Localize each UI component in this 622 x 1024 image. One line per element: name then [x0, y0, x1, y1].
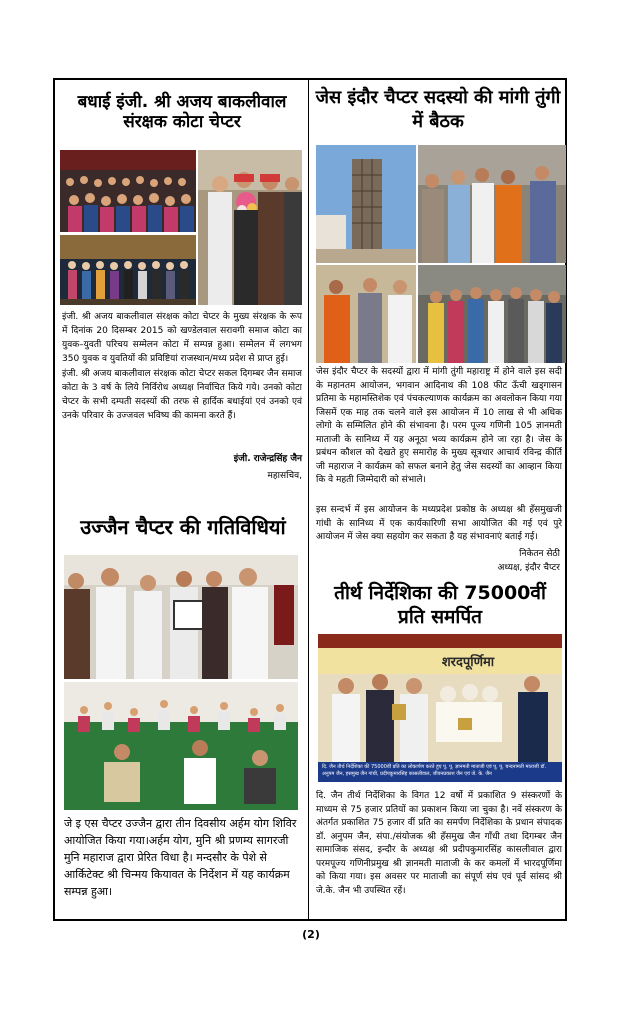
ujjain-article-body: जे इ एस चैप्टर उज्जैन द्वारा तीन दिवसीय अर्हम योग शिविर आयोजित किया गया।अर्हम योग, मुनि श्री प्रणम्य सागरजी मुनि महाराज द्वारा प्रेरित विधा है। मन्दसौर के पेशे से आर्किटेक्ट श्री चिन्मय कियावत के निर्देशन में यह कार्यक्रम सम्पन्न हुआ।: [64, 817, 297, 898]
column-divider: [308, 80, 309, 919]
kota-audience-photo: [60, 150, 196, 232]
ujjain-article-title: उज्जैन चैप्टर की गतिविधियां: [80, 515, 286, 539]
indore-article-title: जेस इंदौर चैप्टर सदस्यो की मांगी तुंगी में बैठक: [315, 87, 561, 133]
kota-signature-title: महासचिव,: [267, 471, 302, 481]
indore-members-photo1: [418, 145, 566, 263]
kota-signature-name: इंजी. राजेन्द्रसिंह जैन: [233, 454, 302, 464]
tirth-article-body: दि. जैन तीर्थ निर्देशिका के विगत 12 वर्षो में प्रकाशित 9 संस्करणों के माध्यम से 75 हजार प्रतियों का प्रकाशन किया जा चुका है। नवें संस्करण के अंतर्गत प्रकाशित 75 हजार वीं प्रति का समर्पण निर्देशिका के प्रधान संपादक डॉ. अनुपम जैन, संपा./संयोजक श्री हँसमुख जैन गाँधी तथा दिगम्बर जैन सामाजिक संसद, इन्दौर के अध्यक्ष श्री प्रदीपकुमारसिंह कासलीवाल द्वारा परमपूज्य गणिनीप्रमुख श्री ज्ञानमती माताजी के कर कमलों में भारदपूर्णिमा को किया गया। इस अवसर पर माताजी का संपूर्ण संघ एवं पूर्व सांसद श्री जे.के. जैन भी उपस्थित रहें।: [316, 791, 562, 896]
kota-felicitation-photo: [198, 150, 302, 305]
page-number: (2): [302, 928, 320, 941]
indore-signature-name: निकेतन सेठी: [519, 549, 560, 559]
kota-article-para2: इंजी. श्री अजय बाकलीवाल संरक्षक कोटा चेप्टर सकल दिगम्बर जैन समाज कोटा के 3 वर्ष के लिये निर्विरोध अध्यक्ष निर्वाचित किये गये। उनको कोटा चेप्टर के सभी दम्पती सदस्यों की तरफ से हार्दिक बधाईयां एवं उनको एवं उनके परिवार के उज्जवल भविष्य की कामना करते हैं।: [62, 369, 302, 421]
kota-stage-photo: [60, 235, 196, 305]
kota-article-title: बधाई इंजी. श्री अजय बाकलीवाल संरक्षक कोटा चेप्टर: [77, 92, 287, 133]
tirth-article-title: तीर्थ निर्देशिका की 75000वीं प्रति समर्पित: [334, 582, 546, 628]
indore-members-photo3: [418, 265, 566, 363]
kota-article-para1: इंजी. श्री अजय बाकलीवाल संरक्षक कोटा चेप्टर के मुख्य संरक्षक के रूप में दिनांक 20 दिसम्बर 2015 को खण्डेलवाल सरावगी समाज कोटा का युवक–युवती परिचय सम्मेलन कोटा में सम्पन्न हुआ। सम्मेलन में लगभग 350 युवक व युवतियों की प्रविष्टियां राजस्थान/मध्य प्रदेश से प्राप्त हुई।: [62, 312, 302, 364]
indore-article-para2: इस सन्दर्भ में इस आयोजन के मध्यप्रदेश प्रकोष्ठ के अध्यक्ष श्री हँसमुखजी गांधी के सानिध्य में एक कार्यकारिणी सभा आयोजित की गई एवं पुरे आयोजन में जेस क्या सहयोग कर सकता है यह संभावनाएं बताई गई।: [316, 505, 562, 542]
ujjain-certificate-photo: [64, 555, 298, 679]
mangi-tungi-statue-photo: [316, 145, 416, 263]
ujjain-yoga-photo: [64, 682, 298, 810]
photo-banner-text: शरदपूर्णिमा: [441, 655, 495, 670]
indore-signature-title: अध्यक्ष, इंदौर चैप्टर: [497, 563, 560, 573]
tirth-nirdeshika-photo: [318, 634, 562, 782]
photo-caption: दि. जैन तीर्थ निर्देशिका की 75000वीं प्रति का लोकार्पण करते हुए पू. पू. ज्ञानमती माताजी एवं पू. पू. चन्दनामती माताजी डॉ. अनुपम जैन, हसमुख जैन गांधी, प्रदीपकुमारसिंह कासलीवाल, जीवनप्रकाश जैन एवं जे. के. जैन: [318, 762, 562, 782]
indore-members-photo2: [316, 265, 416, 363]
indore-article-para1: जेस इंदौर चैप्टर के सदस्यों द्वारा में मांगी तुंगी महाराष्ट्र में होने वाले इस सदी के महानतम आयोजन, भगवान आदिनाथ की 108 फीट ऊँची खड्गासन प्रतिमा के महामस्तिशेक एवं पंचकल्याणक कार्यक्रम का अवलोकन किया गया जिसमें एक माह तक चलने वाले इस आयोजन में 10 लाख से भी अधिक लोगो के सम्मिलित होने की संभावना है। परम पूज्य गणिनी 105 ज्ञानमती माताजी के सानिध्य में यह अनूठा भव्य कार्यक्रम होने जा रहा है। जेस के प्रबंधन कौशल को देखते हुए समारोह के मुख्य सूत्रधार आचार्य रविन्द्र कीर्ति जी महाराज ने कार्यक्रम को सफल बनाने हेतु जेस सदस्यों का आव्हान किया कि वे महती जिम्मेदारी को संभाले।: [316, 367, 562, 485]
